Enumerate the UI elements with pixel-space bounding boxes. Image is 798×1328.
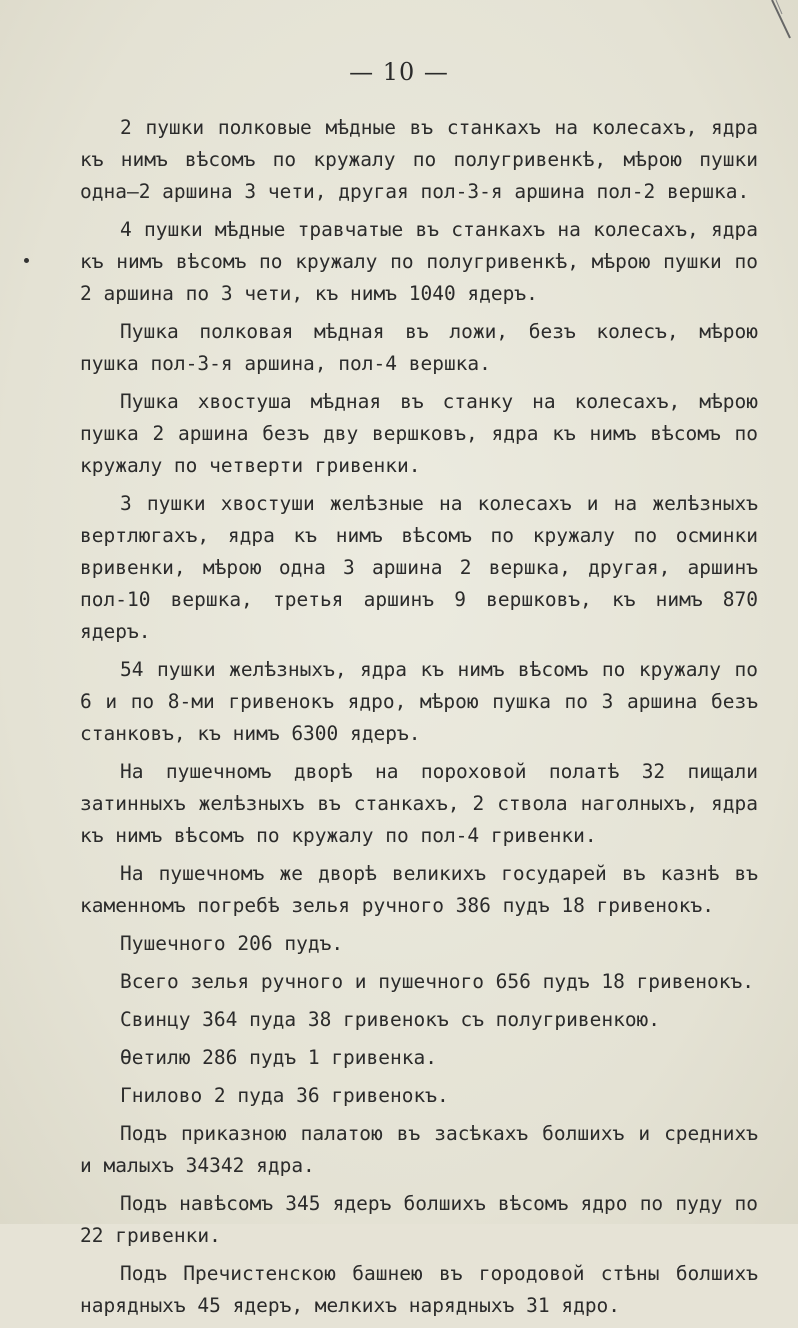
paragraph: Ѳетилю 286 пудъ 1 гривенка. — [120, 1046, 437, 1069]
paragraph: Свинцу 364 пуда 38 гривенокъ съ полугривенкою. — [120, 1008, 661, 1031]
paragraph: Подъ Пречистенскою башнею въ городовой стѣны болшихъ нарядныхъ 45 ядеръ, мелкихъ нарядныхъ 31 ядро. — [80, 1262, 758, 1317]
margin-speck — [24, 258, 29, 263]
paragraph: Всего зелья ручного и пушечного 656 пудъ 18 гривенокъ. — [120, 970, 754, 993]
paragraph: Пушка хвостуша мѣдная въ станку на колесахъ, мѣрою пушка 2 аршина безъ дву вершковъ, ядра къ нимъ вѣсомъ по кружалу по четверти гривенки. — [80, 390, 758, 477]
paragraph: Пушка полковая мѣдная въ ложи, безъ колесъ, мѣрою пушка пол-3-я аршина, пол-4 вершка. — [80, 320, 758, 375]
paragraph: Подъ приказною палатою въ засѣкахъ болшихъ и среднихъ и малыхъ 34342 ядра. — [80, 1122, 758, 1177]
page-number: — 10 — — [349, 58, 449, 86]
paragraph: На пушечномъ же дворѣ великихъ государей въ казнѣ въ каменномъ погребѣ зелья ручного 386 пудъ 18 гривенокъ. — [80, 862, 758, 917]
paragraph: 3 пушки хвостуши желѣзные на колесахъ и на желѣзныхъ вертлюгахъ, ядра къ нимъ вѣсомъ по кружалу по осминки вривенки, мѣрою одна 3 аршина 2 вершка, другая, аршинъ пол-10 вершка, третья аршинъ 9 вершковъ, къ нимъ 870 ядеръ. — [80, 492, 758, 643]
paragraph: На пушечномъ дворѣ на пороховой полатѣ 32 пищали затинныхъ желѣзныхъ въ станкахъ, 2 ствола наголныхъ, ядра къ нимъ вѣсомъ по кружалу по пол-4 гривенки. — [80, 760, 758, 847]
paragraph: Пушечного 206 пудъ. — [120, 932, 344, 955]
paragraph: Гнилово 2 пуда 36 гривенокъ. — [120, 1084, 449, 1107]
page-corner-mark — [770, 0, 792, 40]
document-body — [80, 112, 758, 1328]
paragraph: 2 пушки полковые мѣдные въ станкахъ на колесахъ, ядра къ нимъ вѣсомъ по кружалу по полугривенкѣ, мѣрою пушки одна—2 аршина 3 чети, другая пол-3-я аршина пол-2 вершка. — [80, 116, 758, 203]
paragraph: 4 пушки мѣдные травчатые въ станкахъ на колесахъ, ядра къ нимъ вѣсомъ по кружалу по полугривенкѣ, мѣрою пушки по 2 аршина по 3 чети, къ нимъ 1040 ядеръ. — [80, 218, 758, 305]
paragraph: 54 пушки желѣзныхъ, ядра къ нимъ вѣсомъ по кружалу по 6 и по 8-ми гривенокъ ядро, мѣрою пушка по 3 аршина безъ станковъ, къ нимъ 6300 ядеръ. — [80, 658, 758, 745]
paragraph: Подъ навѣсомъ 345 ядеръ болшихъ вѣсомъ ядро по пуду по 22 гривенки. — [80, 1192, 758, 1247]
